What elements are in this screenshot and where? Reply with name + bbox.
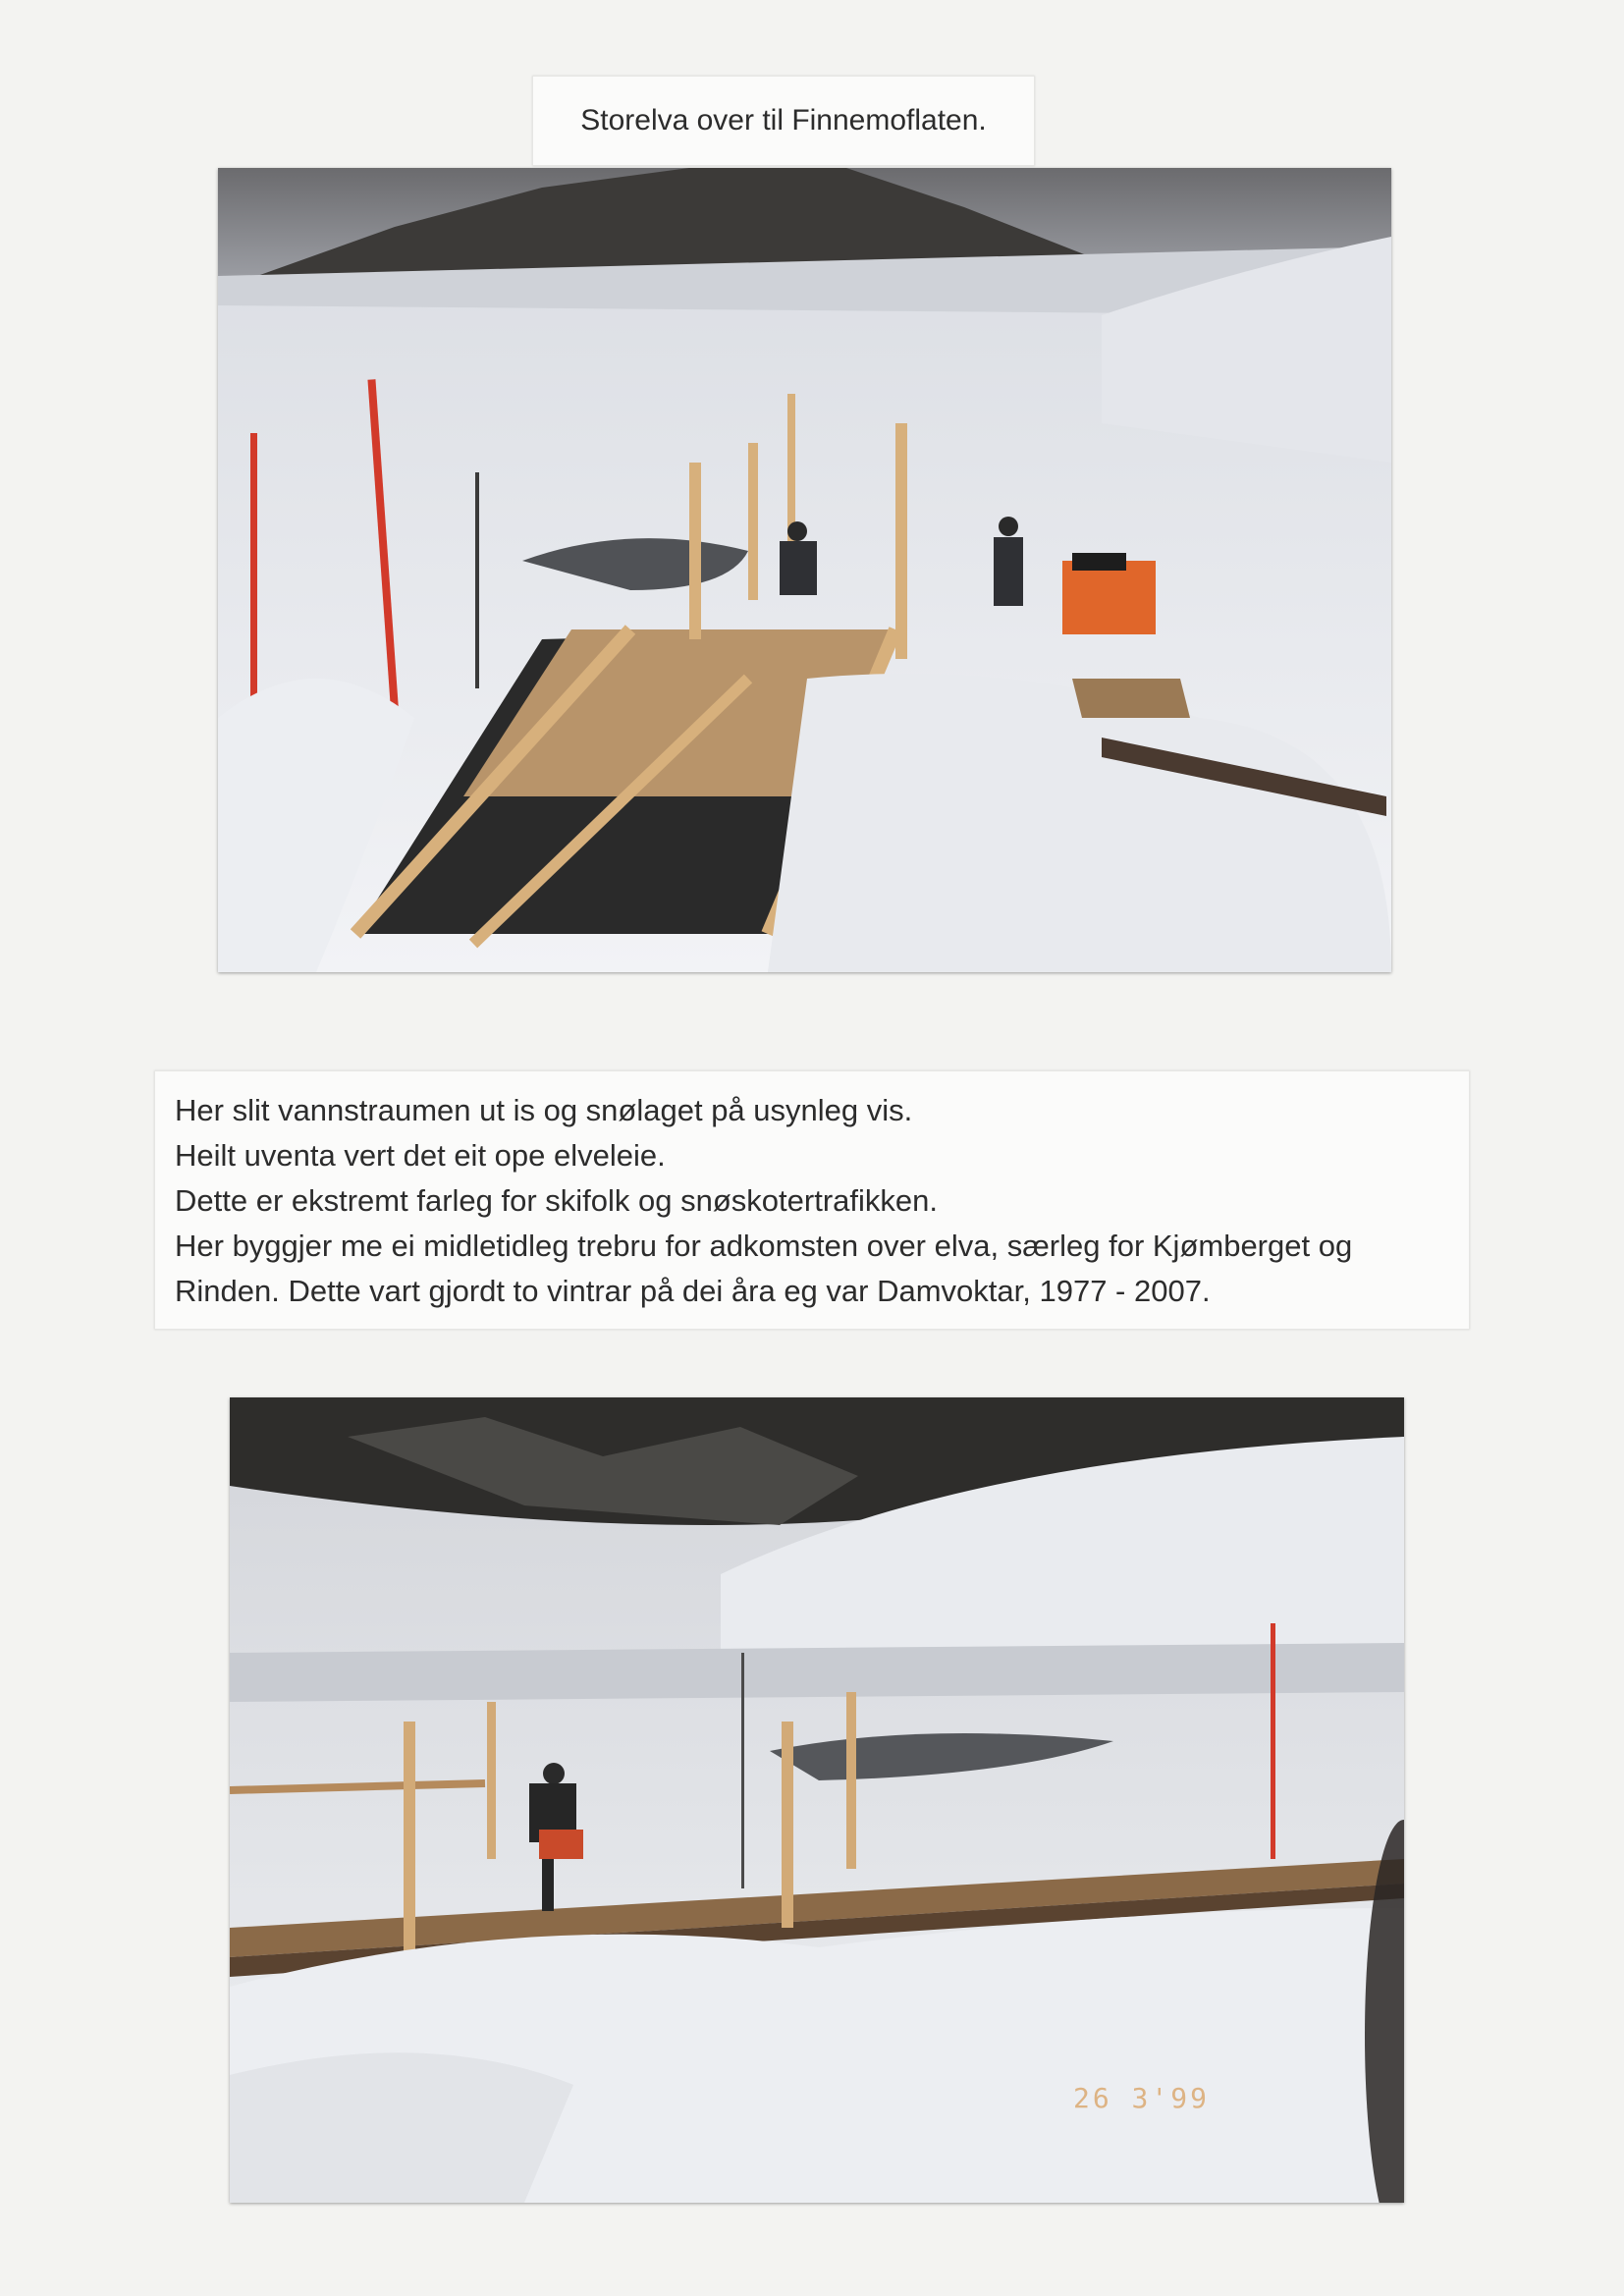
caption-line: Rinden. Dette vart gjordt to vintrar på dei åra eg var Damvoktar, 1977 - 2007. [175,1274,1211,1308]
photo-bottom [230,1397,1404,2203]
caption-line: Dette er ekstremt farleg for skifolk og snøskotertrafikken. [175,1183,938,1218]
photo-top [218,168,1391,972]
title-label [532,76,1035,166]
photo-top-image [218,168,1391,972]
page-title: Storelva over til Finnemoflaten. [580,104,987,137]
photo-bottom-image [230,1397,1404,2203]
caption-label [154,1070,1470,1330]
caption-line: Her slit vannstraumen ut is og snølaget på usynleg vis. [175,1093,913,1127]
date-stamp: 26 3'99 [1072,2082,1210,2114]
caption-line: Her byggjer me ei midletidleg trebru for adkomsten over elva, særleg for Kjømberget og [175,1229,1353,1263]
caption-line: Heilt uventa vert det eit ope elveleie. [175,1138,666,1173]
